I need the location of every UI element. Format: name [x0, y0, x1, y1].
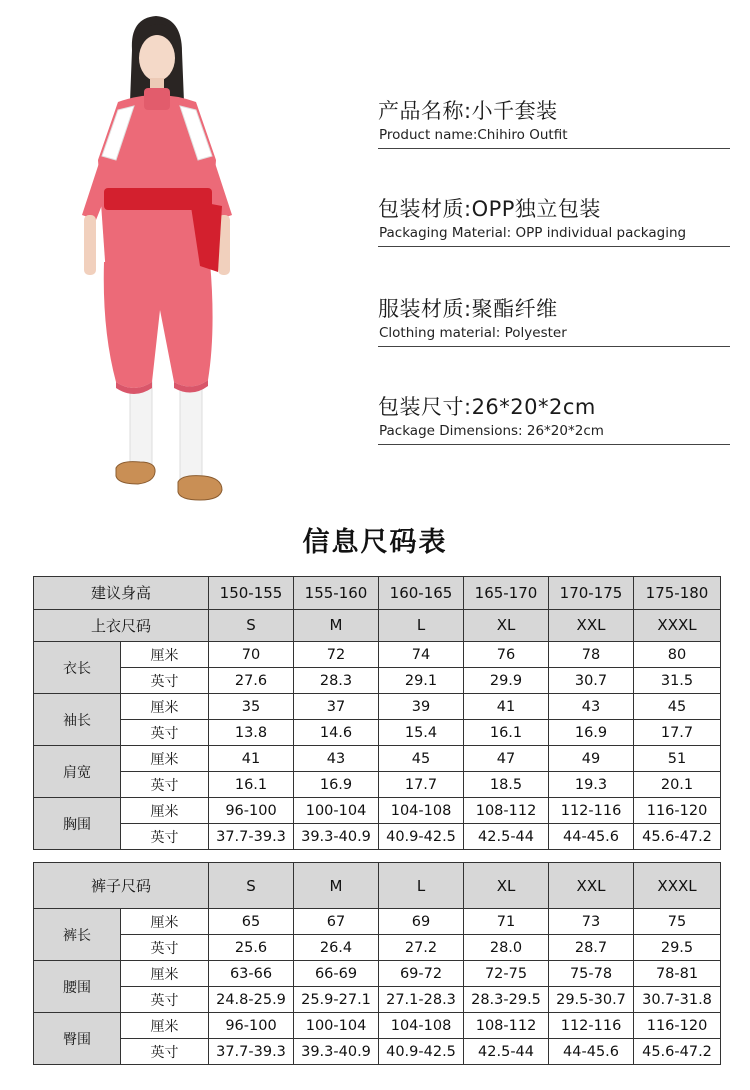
value-cell: 108-112 — [464, 1013, 549, 1039]
size-cell: S — [209, 609, 294, 642]
value-cell: 44-45.6 — [549, 824, 634, 850]
value-cell: 16.1 — [209, 772, 294, 798]
top-size-label: 上衣尺码 — [34, 609, 209, 642]
table-row — [34, 1013, 721, 1039]
size-cell: M — [294, 609, 379, 642]
pants-size-label: 裤子尺码 — [34, 863, 209, 909]
group-label: 裤长 — [34, 909, 121, 961]
size-cell: L — [379, 609, 464, 642]
unit-in: 英寸 — [121, 1039, 209, 1065]
unit-in: 英寸 — [121, 720, 209, 746]
value-cell: 40.9-42.5 — [379, 824, 464, 850]
value-cell: 41 — [464, 694, 549, 720]
value-cell: 29.5-30.7 — [549, 987, 634, 1013]
info-product-name — [378, 98, 730, 149]
value-cell: 29.9 — [464, 668, 549, 694]
right-sandal — [178, 476, 222, 500]
height-cell: 165-170 — [464, 577, 549, 610]
value-cell: 78 — [549, 642, 634, 668]
unit-cm: 厘米 — [121, 798, 209, 824]
value-cell: 78-81 — [634, 961, 721, 987]
packaging-material-en: Packaging Material: OPP individual packaging — [379, 225, 687, 241]
value-cell: 100-104 — [294, 798, 379, 824]
value-cell: 17.7 — [379, 772, 464, 798]
value-cell: 42.5-44 — [464, 1039, 549, 1065]
table-row — [34, 1039, 721, 1065]
value-cell: 45.6-47.2 — [634, 824, 721, 850]
value-cell: 37.7-39.3 — [209, 824, 294, 850]
value-cell: 13.8 — [209, 720, 294, 746]
value-cell: 28.0 — [464, 935, 549, 961]
size-cell: XXL — [549, 609, 634, 642]
value-cell: 44-45.6 — [549, 1039, 634, 1065]
value-cell: 104-108 — [379, 1013, 464, 1039]
value-cell: 37.7-39.3 — [209, 1039, 294, 1065]
value-cell: 65 — [209, 909, 294, 935]
height-cell: 175-180 — [634, 577, 721, 610]
value-cell: 71 — [464, 909, 549, 935]
value-cell: 24.8-25.9 — [209, 987, 294, 1013]
size-cell: S — [209, 863, 294, 909]
group-label: 腰围 — [34, 961, 121, 1013]
unit-cm: 厘米 — [121, 746, 209, 772]
height-cell: 155-160 — [294, 577, 379, 610]
size-cell: XL — [464, 863, 549, 909]
info-clothing-material — [378, 296, 730, 347]
value-cell: 40.9-42.5 — [379, 1039, 464, 1065]
size-cell: XXXL — [634, 609, 721, 642]
value-cell: 96-100 — [209, 1013, 294, 1039]
value-cell: 31.5 — [634, 668, 721, 694]
top-size-row — [34, 609, 721, 642]
unit-in: 英寸 — [121, 772, 209, 798]
height-cell: 170-175 — [549, 577, 634, 610]
size-cell: XL — [464, 609, 549, 642]
product-name-zh: 产品名称:小千套装 — [378, 99, 558, 123]
unit-cm: 厘米 — [121, 909, 209, 935]
clothing-material-en: Clothing material: Polyester — [379, 325, 567, 341]
table-row — [34, 909, 721, 935]
value-cell: 116-120 — [634, 798, 721, 824]
value-cell: 74 — [379, 642, 464, 668]
info-package-dimensions — [378, 394, 730, 445]
info-packaging-material — [378, 196, 730, 247]
value-cell: 116-120 — [634, 1013, 721, 1039]
pants-size-row — [34, 863, 721, 909]
value-cell: 66-69 — [294, 961, 379, 987]
value-cell: 47 — [464, 746, 549, 772]
value-cell: 39.3-40.9 — [294, 824, 379, 850]
value-cell: 25.9-27.1 — [294, 987, 379, 1013]
table-row — [34, 642, 721, 668]
table-row — [34, 668, 721, 694]
value-cell: 108-112 — [464, 798, 549, 824]
size-cell: XXL — [549, 863, 634, 909]
value-cell: 67 — [294, 909, 379, 935]
unit-in: 英寸 — [121, 935, 209, 961]
value-cell: 69-72 — [379, 961, 464, 987]
unit-cm: 厘米 — [121, 642, 209, 668]
value-cell: 51 — [634, 746, 721, 772]
table-row — [34, 694, 721, 720]
value-cell: 35 — [209, 694, 294, 720]
group-label: 胸围 — [34, 798, 121, 850]
right-sock — [180, 382, 202, 482]
package-dimensions-en: Package Dimensions: 26*20*2cm — [379, 423, 604, 439]
clothing-material-zh: 服装材质:聚酯纤维 — [378, 297, 558, 321]
value-cell: 17.7 — [634, 720, 721, 746]
pants — [104, 262, 213, 388]
height-row — [34, 577, 721, 610]
value-cell: 16.9 — [549, 720, 634, 746]
product-name-en: Product name:Chihiro Outfit — [379, 127, 568, 143]
table-row — [34, 720, 721, 746]
value-cell: 18.5 — [464, 772, 549, 798]
value-cell: 41 — [209, 746, 294, 772]
value-cell: 39.3-40.9 — [294, 1039, 379, 1065]
value-cell: 14.6 — [294, 720, 379, 746]
value-cell: 43 — [549, 694, 634, 720]
unit-in: 英寸 — [121, 987, 209, 1013]
size-cell: XXXL — [634, 863, 721, 909]
unit-in: 英寸 — [121, 824, 209, 850]
group-label: 袖长 — [34, 694, 121, 746]
value-cell: 63-66 — [209, 961, 294, 987]
table-row — [34, 935, 721, 961]
value-cell: 26.4 — [294, 935, 379, 961]
height-label: 建议身高 — [34, 577, 209, 610]
value-cell: 104-108 — [379, 798, 464, 824]
group-label: 衣长 — [34, 642, 121, 694]
product-model-figure — [60, 10, 270, 505]
package-dimensions-zh: 包装尺寸:26*20*2cm — [378, 395, 596, 419]
left-sandal — [116, 462, 155, 484]
table-row — [34, 798, 721, 824]
table-row — [34, 746, 721, 772]
size-chart-title: 信息尺码表 — [302, 527, 448, 558]
value-cell: 37 — [294, 694, 379, 720]
left-sock — [130, 382, 152, 474]
value-cell: 16.9 — [294, 772, 379, 798]
height-cell: 160-165 — [379, 577, 464, 610]
height-cell: 150-155 — [209, 577, 294, 610]
unit-cm: 厘米 — [121, 1013, 209, 1039]
value-cell: 76 — [464, 642, 549, 668]
value-cell: 69 — [379, 909, 464, 935]
value-cell: 72-75 — [464, 961, 549, 987]
unit-cm: 厘米 — [121, 694, 209, 720]
value-cell: 49 — [549, 746, 634, 772]
size-cell: L — [379, 863, 464, 909]
value-cell: 75 — [634, 909, 721, 935]
value-cell: 39 — [379, 694, 464, 720]
value-cell: 27.6 — [209, 668, 294, 694]
value-cell: 28.3 — [294, 668, 379, 694]
value-cell: 70 — [209, 642, 294, 668]
value-cell: 73 — [549, 909, 634, 935]
value-cell: 72 — [294, 642, 379, 668]
value-cell: 45 — [379, 746, 464, 772]
value-cell: 25.6 — [209, 935, 294, 961]
packaging-material-zh: 包装材质:OPP独立包装 — [378, 197, 601, 221]
value-cell: 28.3-29.5 — [464, 987, 549, 1013]
value-cell: 29.1 — [379, 668, 464, 694]
size-cell: M — [294, 863, 379, 909]
value-cell: 28.7 — [549, 935, 634, 961]
value-cell: 19.3 — [549, 772, 634, 798]
value-cell: 27.1-28.3 — [379, 987, 464, 1013]
collar — [144, 88, 170, 110]
group-label: 肩宽 — [34, 746, 121, 798]
group-label: 臀围 — [34, 1013, 121, 1065]
value-cell: 27.2 — [379, 935, 464, 961]
value-cell: 43 — [294, 746, 379, 772]
unit-in: 英寸 — [121, 668, 209, 694]
value-cell: 75-78 — [549, 961, 634, 987]
face — [139, 35, 175, 81]
value-cell: 100-104 — [294, 1013, 379, 1039]
pants-size-table — [33, 862, 721, 1065]
value-cell: 29.5 — [634, 935, 721, 961]
value-cell: 96-100 — [209, 798, 294, 824]
value-cell: 80 — [634, 642, 721, 668]
table-row — [34, 961, 721, 987]
value-cell: 45 — [634, 694, 721, 720]
unit-cm: 厘米 — [121, 961, 209, 987]
top-size-table — [33, 576, 721, 850]
value-cell: 112-116 — [549, 798, 634, 824]
value-cell: 30.7 — [549, 668, 634, 694]
table-row — [34, 824, 721, 850]
value-cell: 112-116 — [549, 1013, 634, 1039]
table-row — [34, 772, 721, 798]
value-cell: 42.5-44 — [464, 824, 549, 850]
value-cell: 45.6-47.2 — [634, 1039, 721, 1065]
value-cell: 20.1 — [634, 772, 721, 798]
value-cell: 16.1 — [464, 720, 549, 746]
value-cell: 15.4 — [379, 720, 464, 746]
value-cell: 30.7-31.8 — [634, 987, 721, 1013]
table-row — [34, 987, 721, 1013]
